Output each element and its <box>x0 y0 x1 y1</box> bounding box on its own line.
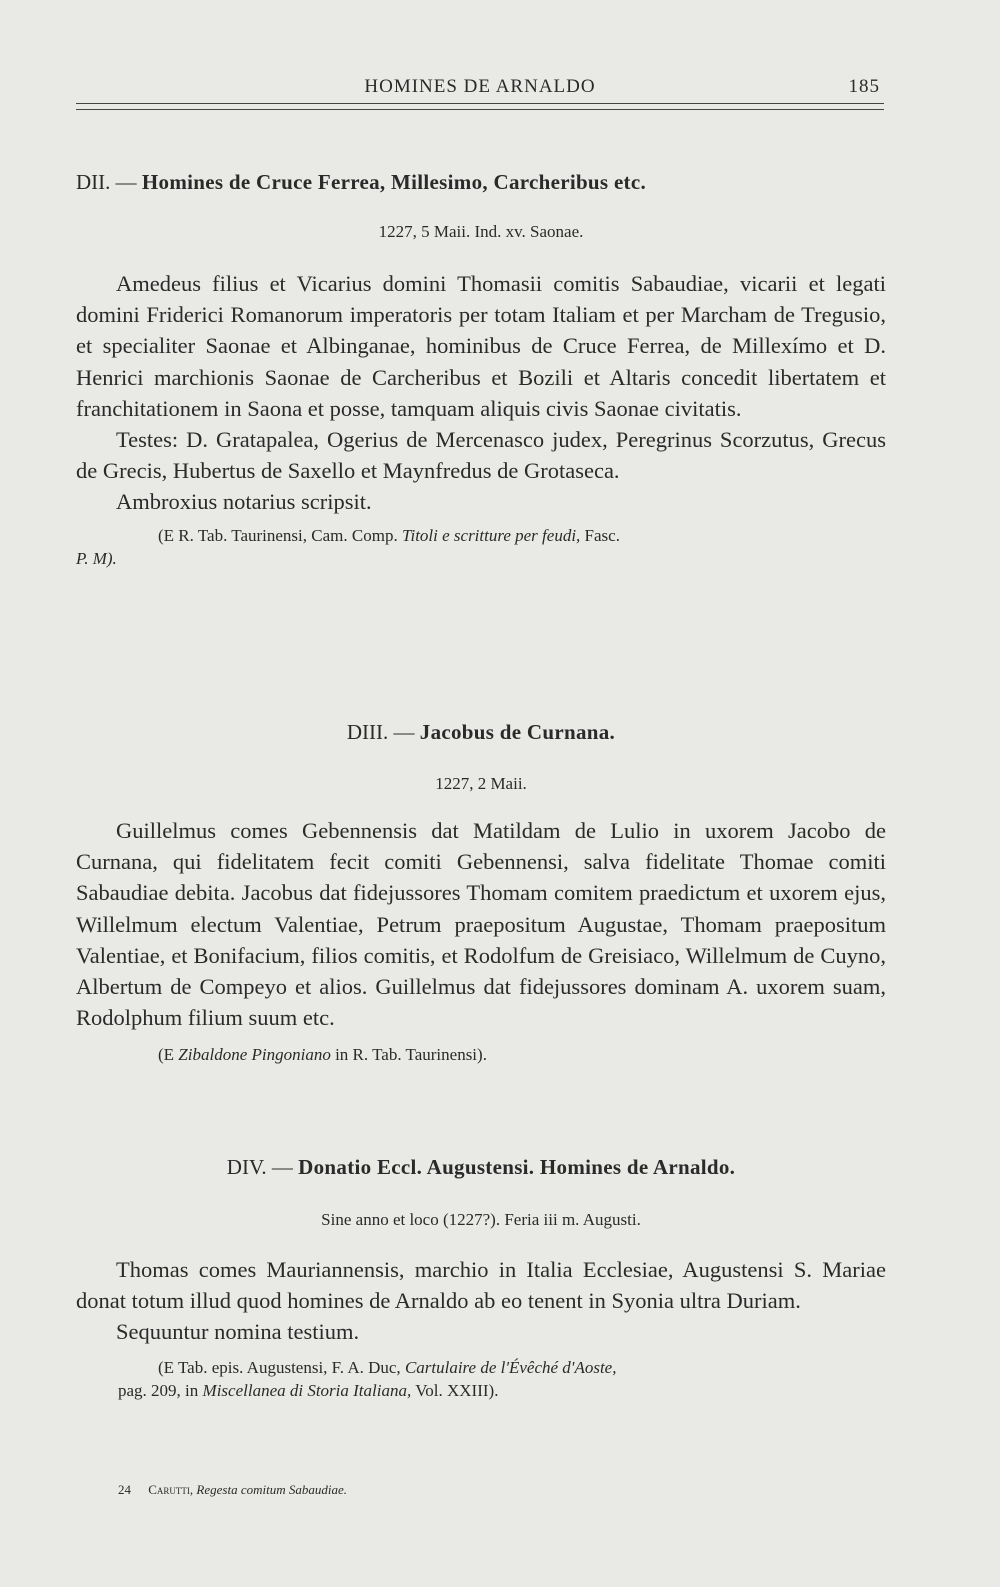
signature-number: 24 <box>118 1482 131 1497</box>
source-suffix: Vol. XXIII). <box>415 1380 499 1400</box>
entry-date: Sine anno et loco (1227?). Feria iii m. Augusti. <box>321 1210 641 1229</box>
source-title: Zibaldone Pingoniano <box>178 1045 331 1065</box>
entry-name: Homines de Cruce Ferrea, Millesimo, Carcheribus etc. <box>141 170 647 194</box>
witnesses-line: Sequuntur nomina testium. <box>116 1319 360 1345</box>
running-title: HOMINES DE ARNALDO <box>364 76 596 97</box>
source-prefix: (E R. Tab. Taurinensi, Cam. Comp. <box>158 525 398 545</box>
source-title: Titoli e scritture per feudi, <box>401 525 581 545</box>
entry-name: Jacobus de Curnana. <box>419 720 616 744</box>
source-suffix: in R. Tab. Taurinensi). <box>335 1045 487 1065</box>
running-head <box>76 72 884 106</box>
source-suffix: Fasc. <box>584 525 620 545</box>
source-citation <box>76 1356 886 1379</box>
source-citation-cont: P. M). <box>76 548 117 568</box>
entry-body <box>76 815 886 1066</box>
entry-title <box>76 170 886 195</box>
header-rule <box>76 103 884 104</box>
signature-work: Regesta comitum Sabaudiae. <box>196 1482 347 1497</box>
printer-signature <box>118 1482 928 1498</box>
header-rule <box>76 109 884 110</box>
entry-body <box>76 1254 886 1402</box>
regest-paragraph: Guillelmus comes Gebennensis dat Matildam de Lulio in uxorem Jacobo de Curnana, qui fidelitatem fecit comiti Gebennensi, salva fidelitate Thomae comiti Sabaudiae debita. Jacobus dat fidejussores Thomam comitem praedictum et uxorem ejus, Willelmum electum Valentiae, Petrum praepositum Augustae, Thomam praepositum Valentiae, et Bonifacium, filios comitis, et Rodolfum de Greisiaco, Willelmum de Cuyno, Albertum de Compeyo et alios. Guillelmus dat fidejussores dominam A. uxorem suam, Rodolphum filium suum etc. <box>76 818 886 1031</box>
entry-title <box>76 720 886 745</box>
source-citation <box>76 1043 886 1066</box>
source-prefix: (E Tab. epis. Augustensi, F. A. Duc, <box>158 1357 401 1377</box>
entry-body <box>76 268 886 570</box>
source-prefix: pag. 209, in <box>118 1380 199 1400</box>
entry-name: Donatio Eccl. Augustensi. Homines de Arnaldo. <box>298 1155 736 1179</box>
entry-date: 1227, 2 Maii. <box>435 774 527 793</box>
source-title: Cartulaire de l'Évêché d'Aoste, <box>404 1357 617 1377</box>
entry-number: DIV. — <box>226 1155 293 1179</box>
witnesses-paragraph: Testes: D. Gratapalea, Ogerius de Mercenasco judex, Peregrinus Scorzutus, Grecus de Grecis, Hubertus de Saxello et Maynfredus de Grotaseca. <box>76 427 886 484</box>
entry-date: 1227, 5 Maii. Ind. xv. Saonae. <box>378 222 584 241</box>
source-title: Miscellanea di Storia Italiana, <box>202 1380 412 1400</box>
notary-line: Ambroxius notarius scripsit. <box>116 489 372 515</box>
source-citation-cont <box>76 1379 886 1402</box>
regest-paragraph: Thomas comes Mauriannensis, marchio in Italia Ecclesiae, Augustensi S. Mariae donat totum illud quod homines de Arnaldo ab eo tenent in Syonia ultra Duriam. <box>76 1257 886 1314</box>
regest-paragraph: Amedeus filius et Vicarius domini Thomasii comitis Sabaudiae, vicarii et legati domini Friderici Romanorum imperatoris per totam Italiam et per Marcham de Tregusio, et specialiter Saonae et Albinganae, hominibus de Cruce Ferrea, de Millexímo et D. Henrici marchionis Saonae de Carcheribus et Bozili et Altaris concedit libertatem et franchitationem in Saona et posse, tamquam aliquis civis Saonae civitatis. <box>76 271 886 421</box>
signature-author: Carutti, <box>148 1482 194 1497</box>
entry-number: DIII. — <box>346 720 415 744</box>
source-citation <box>76 524 886 547</box>
page-number: 185 <box>848 76 880 97</box>
source-prefix: (E <box>158 1045 175 1065</box>
entry-title <box>76 1155 886 1180</box>
entry-number: DII. — <box>76 170 137 194</box>
